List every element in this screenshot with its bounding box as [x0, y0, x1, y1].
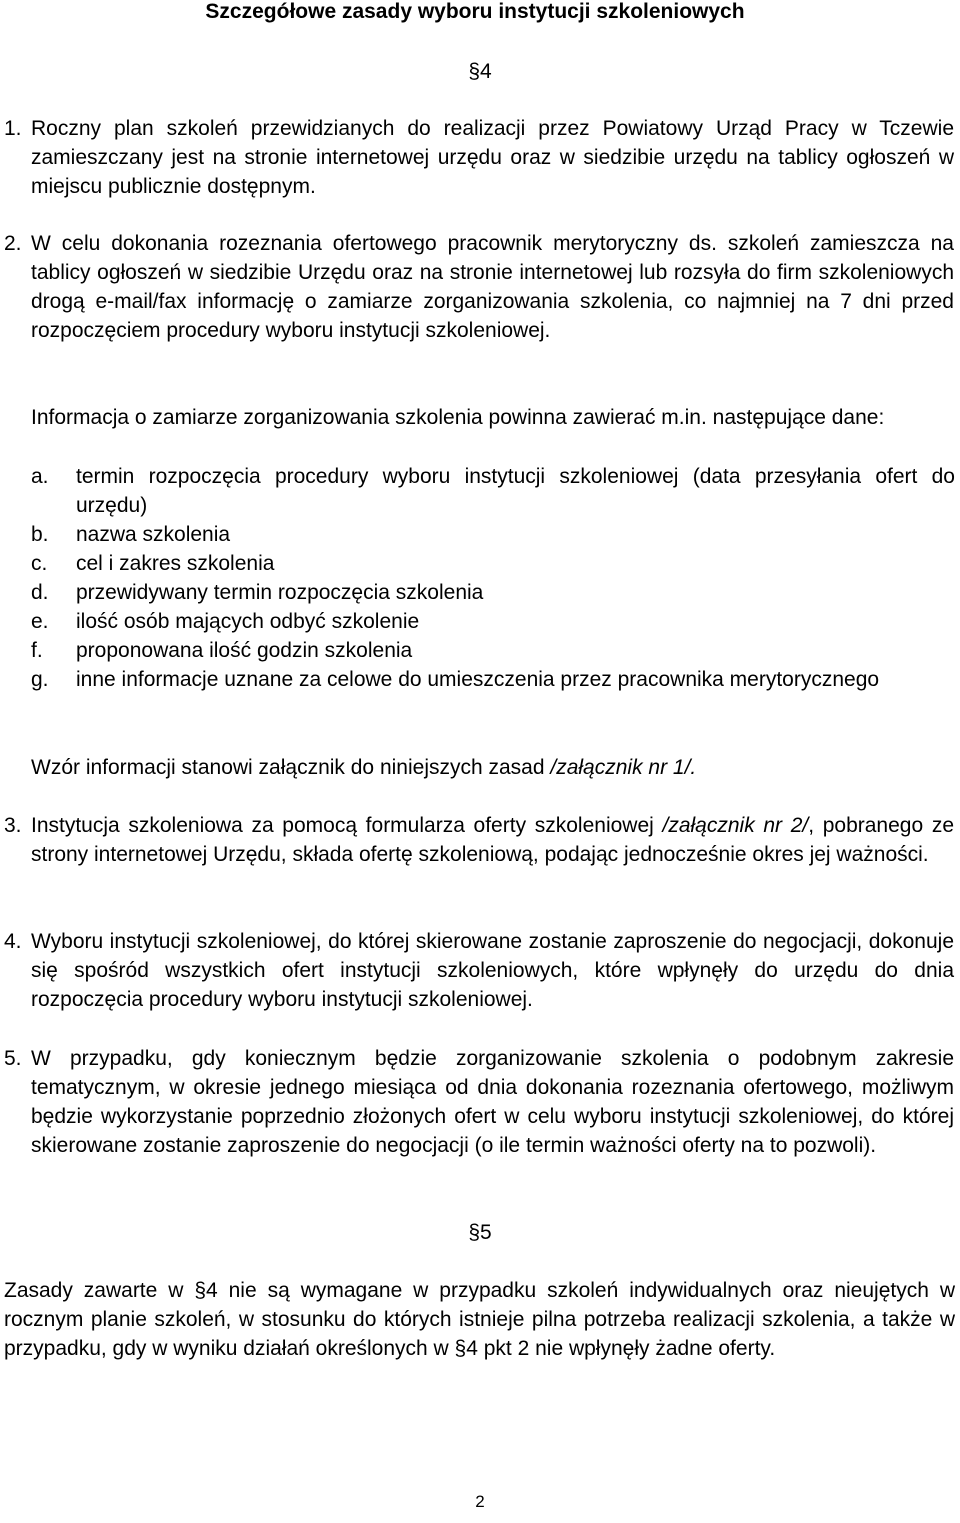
section-5-paragraph: Zasady zawarte w §4 nie są wymagane w przypadku szkoleń indywidualnych oraz nieujętych w rocznym planie szkoleń, w stosunku do których istnieje pilna potrzeba realizacji szkolenia, a także w przypadku, gdy w wyniku działań określonych w §4 pkt 2 nie wpłynęły żadne oferty. [4, 1279, 955, 1360]
list-item [31, 578, 955, 607]
item-3-text [31, 811, 954, 869]
section-5-heading: §5 [468, 1221, 492, 1244]
list-item-text: nazwa szkolenia [76, 523, 231, 546]
list-item-letter: b. [31, 523, 49, 546]
list-item-letter: g. [31, 668, 49, 691]
list-item-letter: e. [31, 610, 49, 633]
section-4-heading: §4 [468, 60, 492, 83]
list-item [31, 665, 955, 694]
item-3-text-part-a: Instytucja szkoleniowa za pomocą formularza oferty szkoleniowej [31, 814, 663, 837]
item-2-text: W celu dokonania rozeznania ofertowego pracownik merytoryczny ds. szkoleń zamieszcza na tablicy ogłoszeń w siedzibie Urzędu oraz na stronie internetowej lub rozsyła do firm szkoleniowych drogą e-mail/fax informację o zamiarze zorganizowania szkolenia, co najmniej na 7 dni przed rozpoczęciem procedury wyboru instytucji szkoleniowej. [31, 232, 954, 342]
list-item [31, 520, 955, 549]
list-item-text: ilość osób mających odbyć szkolenie [76, 610, 420, 633]
item-3-text-part-b: , pobranego ze strony internetowej Urzędu, składa ofertę szkoleniową, podając jednocześnie okres jej ważności. [31, 814, 955, 866]
list-item [31, 607, 955, 636]
paragraph-item-2 [4, 229, 954, 345]
item-1-number: 1. [4, 117, 22, 140]
paragraph-item-5 [4, 1044, 954, 1160]
info-items-list [31, 462, 955, 694]
list-item [31, 549, 955, 578]
list-item [31, 462, 955, 520]
list-item-letter: f. [31, 639, 43, 662]
item-1-text: Roczny plan szkoleń przewidzianych do realizacji przez Powiatowy Urząd Pracy w Tczewie zamieszczany jest na stronie internetowej urzędu oraz w siedzibie urzędu na tablicy ogłoszeń w miejscu publicznie dostępnym. [31, 117, 954, 198]
list-item-letter: a. [31, 465, 49, 488]
item-5-text: W przypadku, gdy koniecznym będzie zorganizowanie szkolenia o podobnym zakresie tematycznym, w okresie jednego miesiąca od dnia dokonania rozeznania ofertowego, możliwym będzie wykorzystanie poprzednio złożonych ofert w celu wyboru instytucji szkoleniowej, do której skierowane zostanie zaproszenie do negocjacji (o ile termin ważności oferty na to pozwoli). [31, 1047, 954, 1157]
item-2-number: 2. [4, 232, 22, 255]
template-note [31, 753, 955, 782]
list-item-text: termin rozpoczęcia procedury wyboru instytucji szkoleniowej (data przesyłania ofert do urzędu) [76, 465, 955, 517]
list-item-letter: c. [31, 552, 48, 575]
paragraph-item-1 [4, 114, 954, 201]
list-item-text: proponowana ilość godzin szkolenia [76, 639, 413, 662]
item-4-number: 4. [4, 930, 22, 953]
item-4-text: Wyboru instytucji szkoleniowej, do której skierowane zostanie zaproszenie do negocjacji, dokonuje się spośród wszystkich ofert instytucji szkoleniowych, które wpłynęły do urzędu do dnia rozpoczęcia procedury wyboru instytucji szkoleniowej. [31, 930, 954, 1011]
list-item-text: przewidywany termin rozpoczęcia szkolenia [76, 581, 484, 604]
document-title: Szczegółowe zasady wyboru instytucji szkoleniowych [205, 0, 745, 23]
list-item-text: cel i zakres szkolenia [76, 552, 275, 575]
paragraph-item-3 [4, 811, 954, 869]
paragraph-item-4 [4, 927, 954, 1014]
template-note-text: Wzór informacji stanowi załącznik do niniejszych zasad [31, 756, 551, 779]
list-item [31, 636, 955, 665]
template-note-attachment-ref: /załącznik nr 1/. [550, 756, 697, 779]
list-item-text: inne informacje uznane za celowe do umieszczenia przez pracownika merytorycznego [76, 668, 880, 691]
list-item-letter: d. [31, 581, 49, 604]
item-5-number: 5. [4, 1047, 22, 1070]
item-3-number: 3. [4, 814, 22, 837]
info-intro-paragraph: Informacja o zamiarze zorganizowania szkolenia powinna zawierać m.in. następujące dane: [31, 406, 885, 429]
page-number: 2 [475, 1492, 485, 1511]
item-3-attachment-ref: /załącznik nr 2/ [662, 814, 809, 837]
